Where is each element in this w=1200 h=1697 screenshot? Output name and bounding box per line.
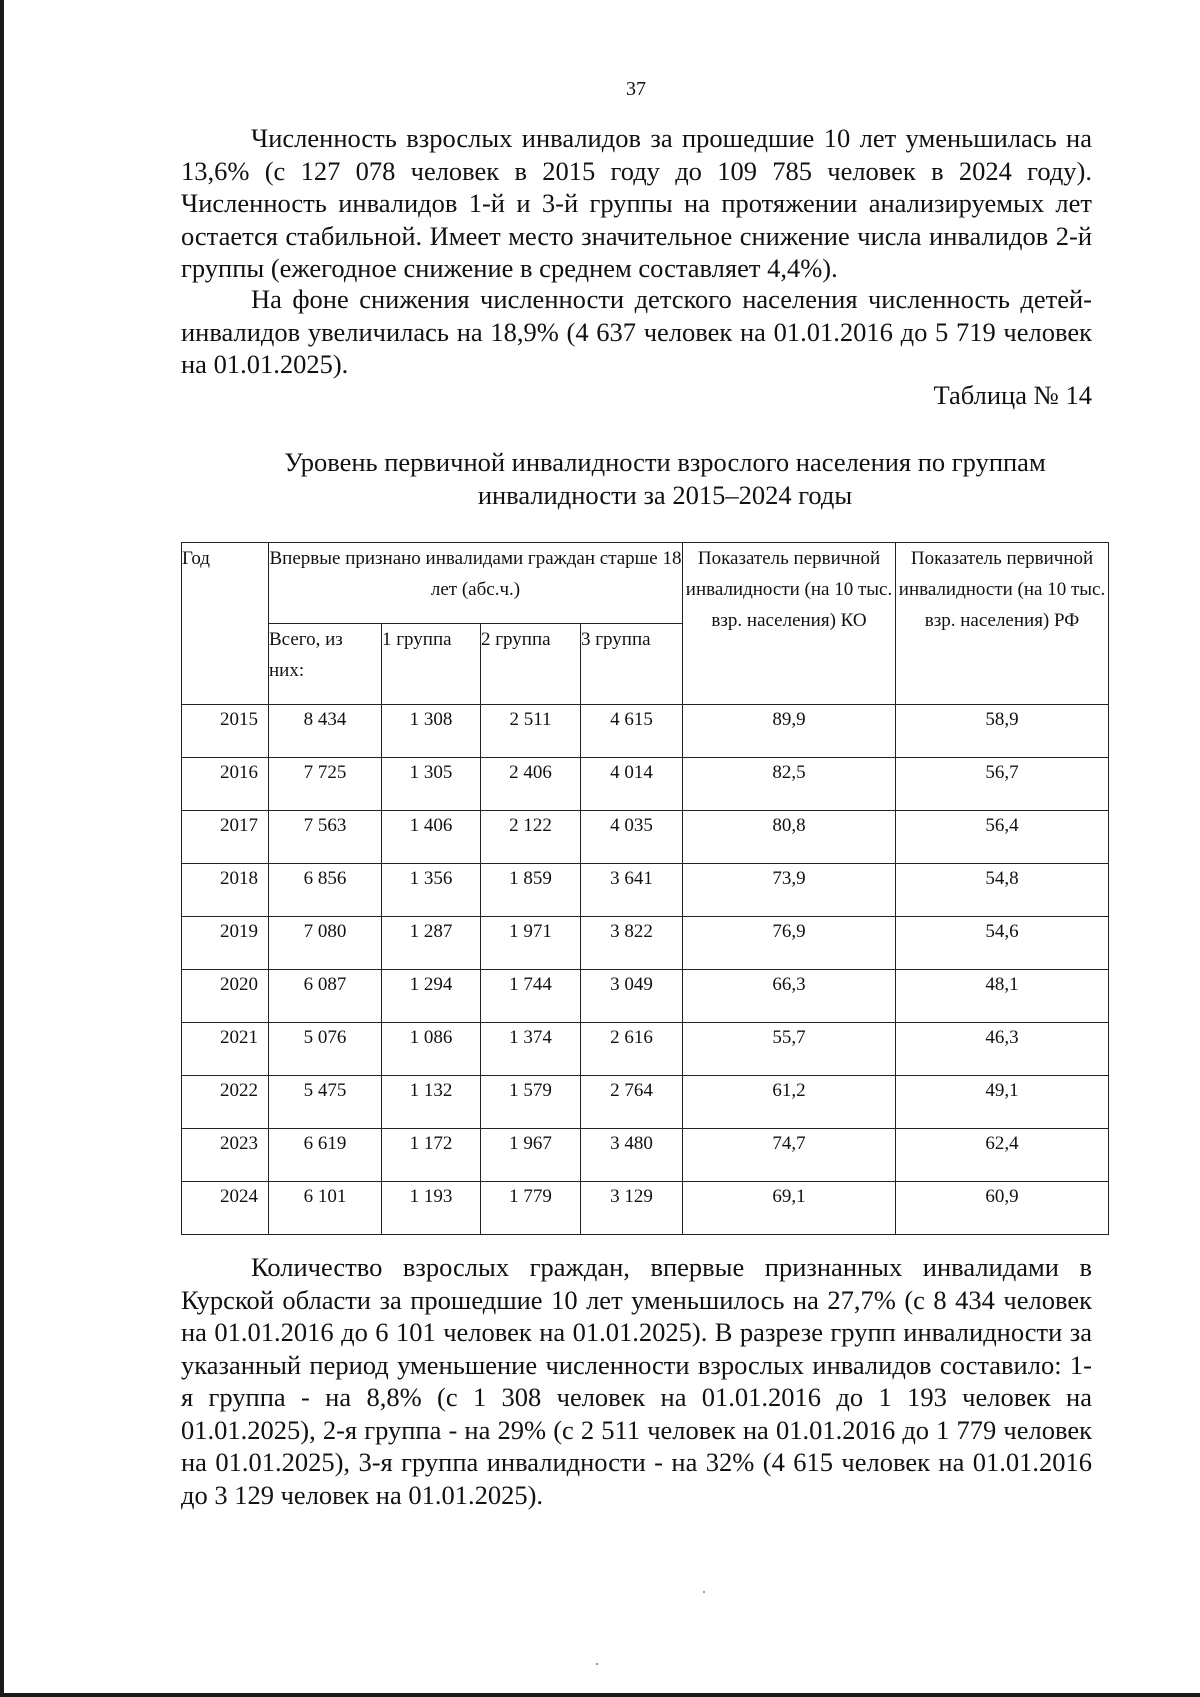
table-title: Уровень первичной инвалидности взрослого населения по группам инвалидности за 2015–2024 годы bbox=[284, 447, 1046, 510]
cell-group-2: 1 967 bbox=[481, 1129, 581, 1182]
cell-year: 2020 bbox=[182, 970, 269, 1023]
cell-group-3: 3 822 bbox=[581, 917, 683, 970]
cell-indicator-rf: 49,1 bbox=[896, 1076, 1109, 1129]
table-row bbox=[182, 970, 1109, 1023]
cell-indicator-ko: 73,9 bbox=[683, 864, 896, 917]
cell-group-3: 4 014 bbox=[581, 758, 683, 811]
cell-year: 2022 bbox=[182, 1076, 269, 1129]
cell-group-2: 2 511 bbox=[481, 705, 581, 758]
cell-total: 6 087 bbox=[269, 970, 382, 1023]
cell-group-3: 4 615 bbox=[581, 705, 683, 758]
header-year: Год bbox=[182, 543, 269, 705]
cell-group-1: 1 308 bbox=[382, 705, 481, 758]
cell-group-1: 1 305 bbox=[382, 758, 481, 811]
cell-indicator-ko: 80,8 bbox=[683, 811, 896, 864]
cell-group-2: 1 744 bbox=[481, 970, 581, 1023]
cell-indicator-ko: 66,3 bbox=[683, 970, 896, 1023]
paragraph-adult-disabled: Численность взрослых инвалидов за прошедшие 10 лет уменьшилась на 13,6% (с 127 078 человек в 2015 году до 109 785 человек в 2024 году). Численность инвалидов 1-й и 3-й группы на протяжении анализируемых лет остается стабильной. Имеет место значительное снижение числа инвалидов 2-й группы (ежегодное снижение в среднем составляет 4,4%). bbox=[181, 123, 1092, 283]
table-row bbox=[182, 1129, 1109, 1182]
table-row bbox=[182, 811, 1109, 864]
cell-indicator-rf: 58,9 bbox=[896, 705, 1109, 758]
cell-indicator-ko: 74,7 bbox=[683, 1129, 896, 1182]
cell-group-1: 1 086 bbox=[382, 1023, 481, 1076]
paragraph-first-recognized-summary: Количество взрослых граждан, впервые признанных инвалидами в Курской области за прошедшие 10 лет уменьшилось на 27,7% (с 8 434 человек на 01.01.2016 до 6 101 человек на 01.01.2025). В разрезе групп инвалидности за указанный период уменьшение численности взрослых инвалидов составило: 1-я группа - на 8,8% (с 1 308 человек на 01.01.2016 до 1 193 человек на 01.01.2025), 2-я группа - на 29% (с 2 511 человек на 01.01.2016 до 1 779 человек на 01.01.2025), 3-я группа инвалидности - на 32% (4 615 человек на 01.01.2016 до 3 129 человек на 01.01.2025). bbox=[181, 1252, 1092, 1510]
cell-group-3: 4 035 bbox=[581, 811, 683, 864]
cell-group-3: 3 641 bbox=[581, 864, 683, 917]
header-first-recognized: Впервые признано инвалидами граждан старше 18 лет (абс.ч.) bbox=[269, 543, 683, 624]
cell-group-1: 1 406 bbox=[382, 811, 481, 864]
cell-group-2: 1 374 bbox=[481, 1023, 581, 1076]
header-group-2: 2 группа bbox=[481, 624, 581, 705]
cell-total: 6 101 bbox=[269, 1182, 382, 1235]
header-group-3: 3 группа bbox=[581, 624, 683, 705]
cell-year: 2017 bbox=[182, 811, 269, 864]
cell-indicator-rf: 60,9 bbox=[896, 1182, 1109, 1235]
cell-total: 7 725 bbox=[269, 758, 382, 811]
cell-group-3: 2 764 bbox=[581, 1076, 683, 1129]
scan-speck bbox=[596, 1663, 598, 1665]
cell-group-1: 1 294 bbox=[382, 970, 481, 1023]
cell-indicator-ko: 69,1 bbox=[683, 1182, 896, 1235]
cell-indicator-ko: 76,9 bbox=[683, 917, 896, 970]
cell-year: 2024 bbox=[182, 1182, 269, 1235]
cell-total: 7 080 bbox=[269, 917, 382, 970]
cell-year: 2018 bbox=[182, 864, 269, 917]
cell-group-1: 1 356 bbox=[382, 864, 481, 917]
header-group-1: 1 группа bbox=[382, 624, 481, 705]
page-number: 37 bbox=[626, 78, 646, 100]
table-row bbox=[182, 1076, 1109, 1129]
cell-indicator-rf: 48,1 bbox=[896, 970, 1109, 1023]
paragraph-child-disabled: На фоне снижения численности детского населения численность детей-инвалидов увеличилась на 18,9% (4 637 человек на 01.01.2016 до 5 719 человек на 01.01.2025). bbox=[181, 284, 1092, 379]
cell-indicator-rf: 62,4 bbox=[896, 1129, 1109, 1182]
cell-total: 5 076 bbox=[269, 1023, 382, 1076]
cell-group-3: 3 480 bbox=[581, 1129, 683, 1182]
table-row bbox=[182, 864, 1109, 917]
table-row bbox=[182, 705, 1109, 758]
cell-total: 6 619 bbox=[269, 1129, 382, 1182]
table-row bbox=[182, 758, 1109, 811]
cell-year: 2021 bbox=[182, 1023, 269, 1076]
cell-indicator-rf: 54,6 bbox=[896, 917, 1109, 970]
scan-speck bbox=[703, 1591, 705, 1593]
cell-total: 7 563 bbox=[269, 811, 382, 864]
cell-group-2: 1 859 bbox=[481, 864, 581, 917]
header-total: Всего, из них: bbox=[269, 624, 382, 705]
cell-year: 2016 bbox=[182, 758, 269, 811]
cell-indicator-ko: 82,5 bbox=[683, 758, 896, 811]
header-indicator-rf: Показатель первичной инвалидности (на 10 тыс. взр. населения) РФ bbox=[896, 543, 1109, 705]
table-row bbox=[182, 1023, 1109, 1076]
cell-year: 2015 bbox=[182, 705, 269, 758]
cell-total: 8 434 bbox=[269, 705, 382, 758]
cell-total: 5 475 bbox=[269, 1076, 382, 1129]
cell-indicator-rf: 56,4 bbox=[896, 811, 1109, 864]
cell-group-2: 1 779 bbox=[481, 1182, 581, 1235]
cell-indicator-rf: 56,7 bbox=[896, 758, 1109, 811]
cell-indicator-rf: 54,8 bbox=[896, 864, 1109, 917]
table-row bbox=[182, 1182, 1109, 1235]
cell-indicator-rf: 46,3 bbox=[896, 1023, 1109, 1076]
cell-indicator-ko: 55,7 bbox=[683, 1023, 896, 1076]
cell-group-2: 2 122 bbox=[481, 811, 581, 864]
cell-group-1: 1 193 bbox=[382, 1182, 481, 1235]
cell-year: 2023 bbox=[182, 1129, 269, 1182]
cell-indicator-ko: 61,2 bbox=[683, 1076, 896, 1129]
cell-group-3: 2 616 bbox=[581, 1023, 683, 1076]
cell-group-2: 1 971 bbox=[481, 917, 581, 970]
cell-total: 6 856 bbox=[269, 864, 382, 917]
cell-group-2: 1 579 bbox=[481, 1076, 581, 1129]
cell-group-3: 3 049 bbox=[581, 970, 683, 1023]
cell-year: 2019 bbox=[182, 917, 269, 970]
disability-table bbox=[181, 542, 1109, 1235]
table-label: Таблица № 14 bbox=[933, 380, 1092, 410]
cell-indicator-ko: 89,9 bbox=[683, 705, 896, 758]
cell-group-1: 1 287 bbox=[382, 917, 481, 970]
header-indicator-ko: Показатель первичной инвалидности (на 10 тыс. взр. населения) КО bbox=[683, 543, 896, 705]
cell-group-3: 3 129 bbox=[581, 1182, 683, 1235]
cell-group-1: 1 172 bbox=[382, 1129, 481, 1182]
cell-group-2: 2 406 bbox=[481, 758, 581, 811]
cell-group-1: 1 132 bbox=[382, 1076, 481, 1129]
table-row bbox=[182, 917, 1109, 970]
